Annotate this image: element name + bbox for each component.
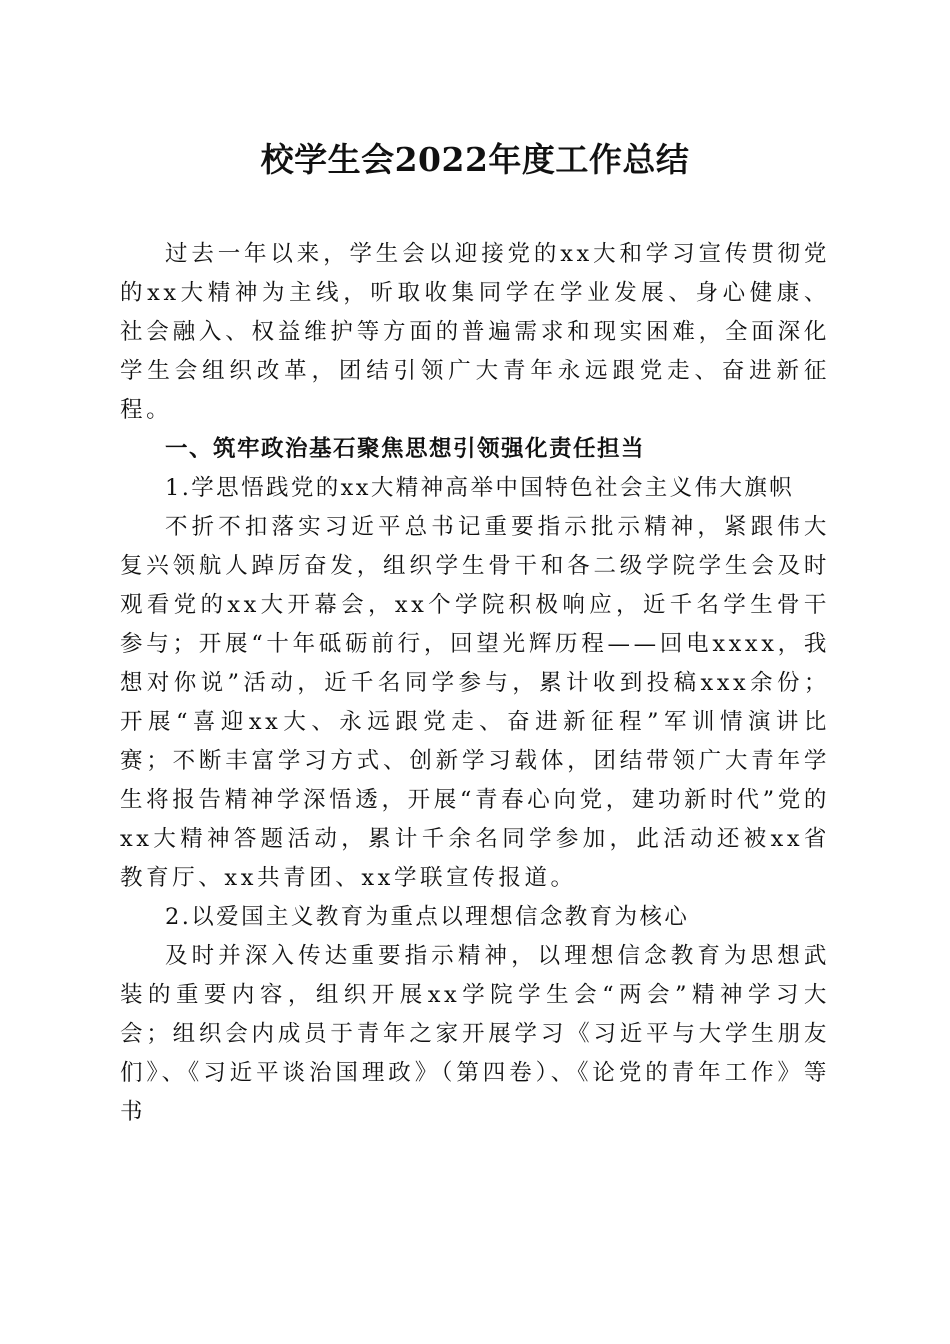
section-1-heading: 一、筑牢政治基石聚焦思想引领强化责任担当 xyxy=(165,436,646,462)
intro-paragraph: 过去一年以来，学生会以迎接党的xx大和学习宣传贯彻党的xx大精神为主线，听取收集同学在学业发展、身心健康、社会融入、权益维护等方面的普遍需求和现实困难，全面深化学生会组织改革，团结引领广大青年永远跟党走、奋进新征程。 xyxy=(120,241,830,423)
document-title: 校学生会2022年度工作总结 xyxy=(260,140,690,179)
subsection-2-heading: 2.以爱国主义教育为重点以理想信念教育为核心 xyxy=(165,904,690,930)
subsection-1-paragraph: 不折不扣落实习近平总书记重要指示批示精神，紧跟伟大复兴领航人踔厉奋发，组织学生骨干和各二级学院学生会及时观看党的xx大开幕会，xx个学院积极响应，近千名学生骨干参与；开展“十年砥砺前行，回望光辉历程——回电xxxx，我想对你说”活动，近千名同学参与，累计收到投稿xxx余份；开展“喜迎xx大、永远跟党走、奋进新征程”军训情演讲比赛；不断丰富学习方式、创新学习载体，团结带领广大青年学生将报告精神学深悟透，开展“青春心向党，建功新时代”党的xx大精神答题活动，累计千余名同学参加，此活动还被xx省教育厅、xx共青团、xx学联宣传报道。 xyxy=(120,514,830,891)
subsection-1-heading: 1.学思悟践党的xx大精神高举中国特色社会主义伟大旗帜 xyxy=(165,475,795,501)
subsection-2-paragraph: 及时并深入传达重要指示精神，以理想信念教育为思想武装的重要内容，组织开展xx学院学生会“两会”精神学习大会；组织会内成员于青年之家开展学习《习近平与大学生朋友们》、《习近平谈治国理政》（第四卷）、《论党的青年工作》等书 xyxy=(120,943,830,1125)
document-body xyxy=(120,235,830,1132)
